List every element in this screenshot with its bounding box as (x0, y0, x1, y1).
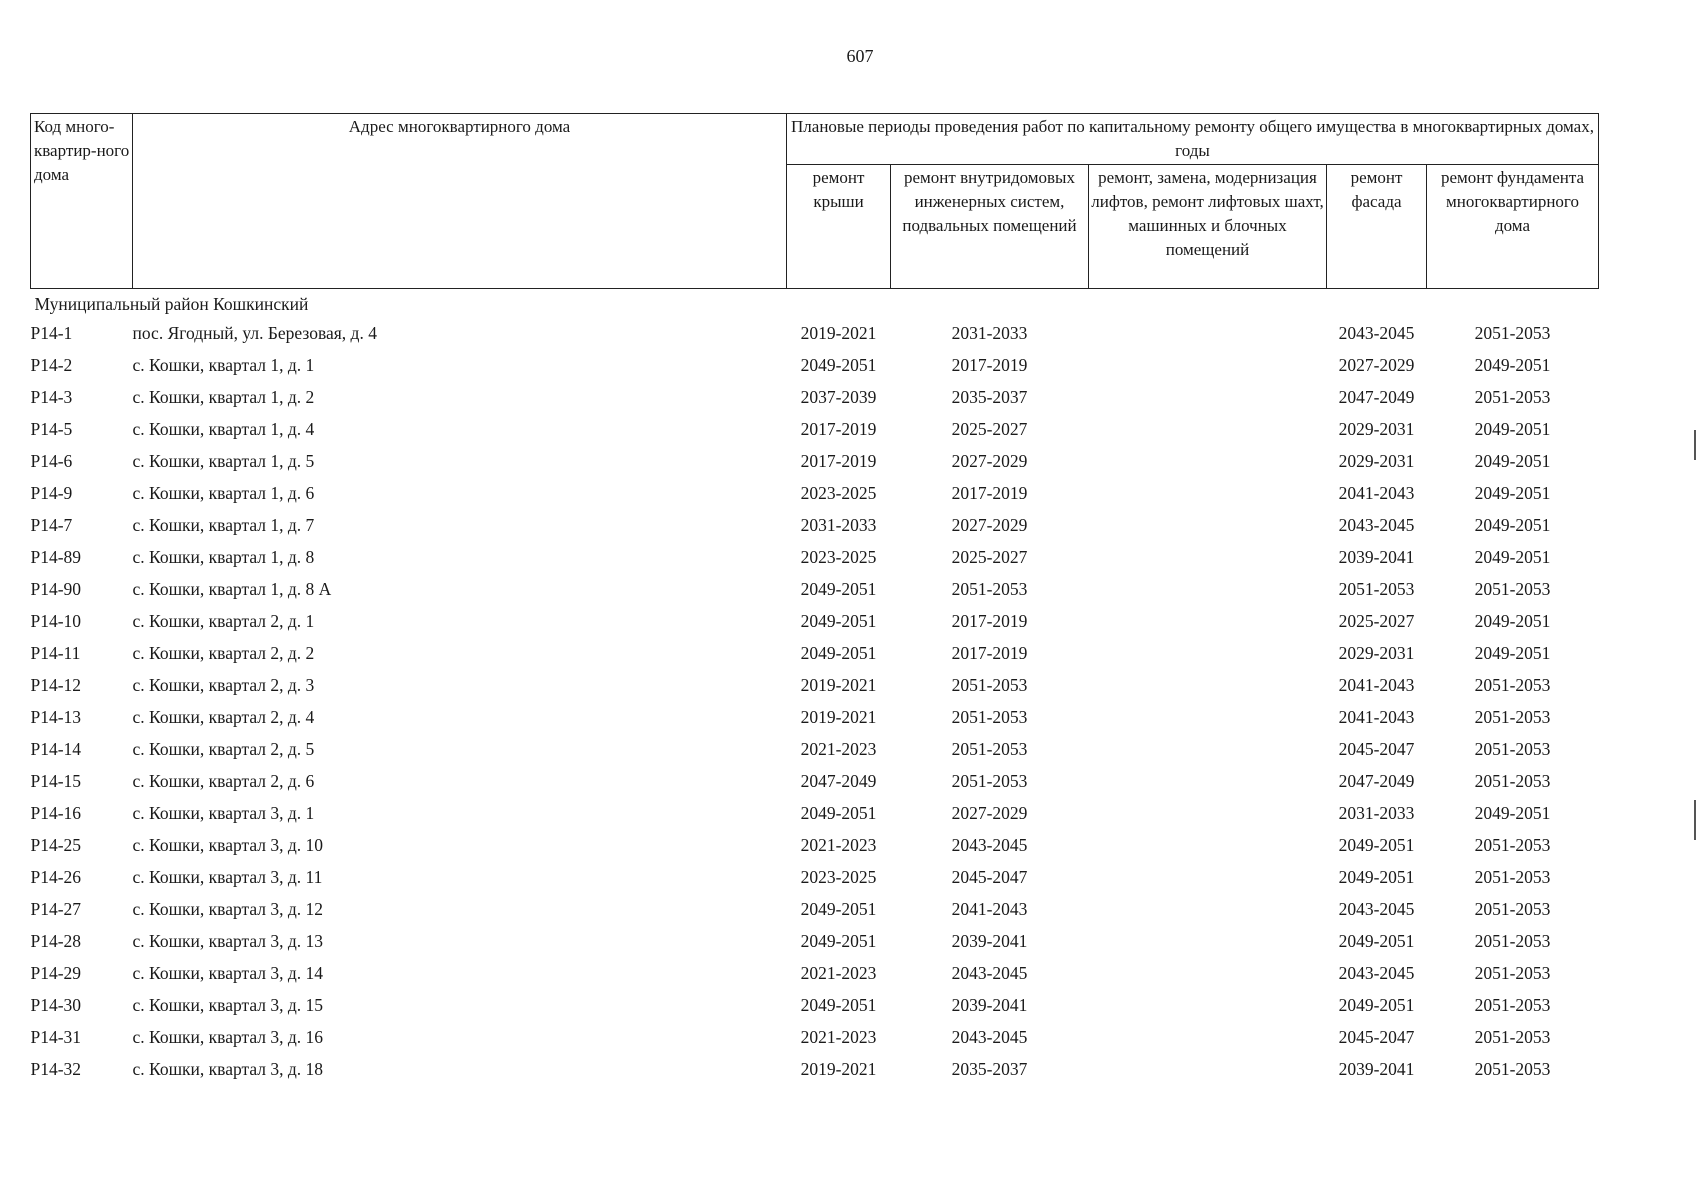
cell-roof: 2049-2051 (800, 803, 877, 823)
cell-code: Р14-30 (30, 995, 82, 1015)
cell-code: Р14-12 (30, 675, 82, 695)
cell-code: Р14-16 (30, 803, 82, 823)
cell-address: с. Кошки, квартал 1, д. 6 (132, 483, 315, 503)
cell-address: с. Кошки, квартал 1, д. 4 (132, 419, 315, 439)
cell-roof: 2049-2051 (800, 611, 877, 631)
header-lifts: ремонт, замена, модернизация лифтов, ремонт лифтовых шахт, машинных и блочных помещений (1089, 165, 1327, 289)
cell-facade: 2029-2031 (1338, 451, 1415, 471)
cell-foundation: 2049-2051 (1474, 419, 1551, 439)
cell-address: с. Кошки, квартал 3, д. 15 (132, 995, 324, 1015)
cell-lifts (1089, 1053, 1327, 1085)
cell-foundation: 2049-2051 (1474, 643, 1551, 663)
cell-code: Р14-32 (30, 1059, 82, 1079)
cell-address: с. Кошки, квартал 2, д. 3 (132, 675, 315, 695)
header-systems: ремонт внутридомовых инженерных систем, подвальных помещений (891, 165, 1089, 289)
cell-foundation: 2051-2053 (1474, 323, 1551, 343)
cell-facade: 2043-2045 (1338, 515, 1415, 535)
cell-facade: 2043-2045 (1338, 323, 1415, 343)
cell-address: с. Кошки, квартал 3, д. 14 (132, 963, 324, 983)
cell-address: с. Кошки, квартал 3, д. 1 (132, 803, 315, 823)
header-code: Код много-квартир-ного дома (31, 114, 133, 289)
cell-address: с. Кошки, квартал 3, д. 18 (132, 1059, 324, 1079)
table-row (31, 413, 1599, 445)
table-row (31, 1053, 1599, 1085)
cell-systems: 2043-2045 (951, 835, 1028, 855)
cell-code: Р14-27 (30, 899, 82, 919)
cell-systems: 2043-2045 (951, 1027, 1028, 1047)
cell-systems: 2043-2045 (951, 963, 1028, 983)
section-title: Муниципальный район Кошкинский (34, 294, 309, 314)
cell-facade: 2045-2047 (1338, 739, 1415, 759)
header-facade: ремонт фасада (1327, 165, 1427, 289)
cell-systems: 2027-2029 (951, 515, 1028, 535)
cell-roof: 2021-2023 (800, 835, 877, 855)
cell-code: Р14-3 (30, 387, 73, 407)
cell-systems: 2039-2041 (951, 931, 1028, 951)
table-row (31, 445, 1599, 477)
cell-systems: 2025-2027 (951, 419, 1028, 439)
cell-foundation: 2051-2053 (1474, 739, 1551, 759)
cell-lifts (1089, 381, 1327, 413)
cell-code: Р14-26 (30, 867, 82, 887)
cell-foundation: 2051-2053 (1474, 963, 1551, 983)
cell-code: Р14-7 (30, 515, 73, 535)
cell-systems: 2017-2019 (951, 483, 1028, 503)
cell-lifts (1089, 925, 1327, 957)
cell-roof: 2023-2025 (800, 867, 877, 887)
cell-facade: 2047-2049 (1338, 771, 1415, 791)
table-row (31, 957, 1599, 989)
cell-facade: 2039-2041 (1338, 547, 1415, 567)
cell-facade: 2039-2041 (1338, 1059, 1415, 1079)
cell-facade: 2045-2047 (1338, 1027, 1415, 1047)
cell-lifts (1089, 541, 1327, 573)
cell-code: Р14-6 (30, 451, 73, 471)
cell-lifts (1089, 733, 1327, 765)
cell-code: Р14-14 (30, 739, 82, 759)
cell-address: с. Кошки, квартал 2, д. 1 (132, 611, 315, 631)
cell-foundation: 2051-2053 (1474, 835, 1551, 855)
cell-code: Р14-9 (30, 483, 73, 503)
cell-foundation: 2051-2053 (1474, 387, 1551, 407)
table-row (31, 637, 1599, 669)
cell-roof: 2021-2023 (800, 1027, 877, 1047)
cell-facade: 2029-2031 (1338, 419, 1415, 439)
cell-facade: 2025-2027 (1338, 611, 1415, 631)
cell-address: с. Кошки, квартал 3, д. 16 (132, 1027, 324, 1047)
cell-roof: 2021-2023 (800, 739, 877, 759)
cell-systems: 2035-2037 (951, 1059, 1028, 1079)
cell-foundation: 2051-2053 (1474, 579, 1551, 599)
section-row (31, 289, 1599, 318)
table-row (31, 893, 1599, 925)
cell-address: пос. Ягодный, ул. Березовая, д. 4 (132, 323, 377, 343)
cell-systems: 2017-2019 (951, 643, 1028, 663)
cell-roof: 2019-2021 (800, 323, 877, 343)
cell-address: с. Кошки, квартал 1, д. 5 (132, 451, 315, 471)
cell-systems: 2051-2053 (951, 707, 1028, 727)
cell-roof: 2017-2019 (800, 419, 877, 439)
cell-code: Р14-31 (30, 1027, 82, 1047)
cell-foundation: 2051-2053 (1474, 1059, 1551, 1079)
cell-code: Р14-11 (30, 643, 81, 663)
cell-address: с. Кошки, квартал 3, д. 11 (132, 867, 323, 887)
cell-foundation: 2051-2053 (1474, 867, 1551, 887)
cell-roof: 2023-2025 (800, 547, 877, 567)
table-body (31, 289, 1599, 1086)
cell-facade: 2027-2029 (1338, 355, 1415, 375)
cell-lifts (1089, 989, 1327, 1021)
cell-roof: 2037-2039 (800, 387, 877, 407)
cell-foundation: 2051-2053 (1474, 995, 1551, 1015)
cell-lifts (1089, 509, 1327, 541)
cell-facade: 2049-2051 (1338, 835, 1415, 855)
cell-foundation: 2051-2053 (1474, 771, 1551, 791)
cell-code: Р14-2 (30, 355, 73, 375)
cell-systems: 2035-2037 (951, 387, 1028, 407)
cell-systems: 2017-2019 (951, 611, 1028, 631)
header-roof: ремонт крыши (787, 165, 891, 289)
cell-lifts (1089, 349, 1327, 381)
cell-foundation: 2049-2051 (1474, 515, 1551, 535)
cell-roof: 2019-2021 (800, 675, 877, 695)
cell-foundation: 2051-2053 (1474, 707, 1551, 727)
table-row (31, 381, 1599, 413)
cell-facade: 2043-2045 (1338, 963, 1415, 983)
cell-code: Р14-25 (30, 835, 82, 855)
table-row (31, 669, 1599, 701)
table-row (31, 925, 1599, 957)
cell-systems: 2051-2053 (951, 675, 1028, 695)
cell-code: Р14-10 (30, 611, 82, 631)
cell-systems: 2039-2041 (951, 995, 1028, 1015)
cell-roof: 2047-2049 (800, 771, 877, 791)
cell-systems: 2025-2027 (951, 547, 1028, 567)
cell-code: Р14-13 (30, 707, 82, 727)
cell-roof: 2049-2051 (800, 899, 877, 919)
cell-lifts (1089, 765, 1327, 797)
cell-facade: 2049-2051 (1338, 931, 1415, 951)
cell-roof: 2031-2033 (800, 515, 877, 535)
table-row (31, 573, 1599, 605)
cell-address: с. Кошки, квартал 2, д. 4 (132, 707, 315, 727)
cell-roof: 2049-2051 (800, 579, 877, 599)
cell-roof: 2019-2021 (800, 1059, 877, 1079)
cell-lifts (1089, 1021, 1327, 1053)
cell-code: Р14-1 (30, 323, 73, 343)
cell-lifts (1089, 445, 1327, 477)
cell-address: с. Кошки, квартал 3, д. 13 (132, 931, 324, 951)
cell-lifts (1089, 637, 1327, 669)
cell-systems: 2017-2019 (951, 355, 1028, 375)
cell-roof: 2019-2021 (800, 707, 877, 727)
table-header (31, 114, 1599, 289)
table-row (31, 733, 1599, 765)
cell-roof: 2049-2051 (800, 643, 877, 663)
table-row (31, 541, 1599, 573)
cell-address: с. Кошки, квартал 3, д. 12 (132, 899, 324, 919)
cell-systems: 2031-2033 (951, 323, 1028, 343)
header-address: Адрес многоквартирного дома (133, 114, 787, 289)
cell-systems: 2051-2053 (951, 579, 1028, 599)
cell-facade: 2049-2051 (1338, 867, 1415, 887)
table-row (31, 861, 1599, 893)
page-number: 607 (846, 46, 874, 66)
cell-facade: 2041-2043 (1338, 707, 1415, 727)
table-row (31, 797, 1599, 829)
table-row (31, 477, 1599, 509)
cell-foundation: 2049-2051 (1474, 611, 1551, 631)
cell-lifts (1089, 605, 1327, 637)
cell-roof: 2021-2023 (800, 963, 877, 983)
cell-foundation: 2051-2053 (1474, 1027, 1551, 1047)
cell-facade: 2031-2033 (1338, 803, 1415, 823)
cell-systems: 2045-2047 (951, 867, 1028, 887)
cell-code: Р14-89 (30, 547, 82, 567)
cell-facade: 2049-2051 (1338, 995, 1415, 1015)
cell-foundation: 2051-2053 (1474, 675, 1551, 695)
cell-address: с. Кошки, квартал 2, д. 5 (132, 739, 315, 759)
cell-lifts (1089, 573, 1327, 605)
cell-systems: 2051-2053 (951, 739, 1028, 759)
table-row (31, 829, 1599, 861)
cell-systems: 2051-2053 (951, 771, 1028, 791)
table-row (31, 1021, 1599, 1053)
cell-address: с. Кошки, квартал 3, д. 10 (132, 835, 324, 855)
header-periods: Плановые периоды проведения работ по капитальному ремонту общего имущества в многоквартирных домах, годы (787, 114, 1599, 165)
cell-address: с. Кошки, квартал 1, д. 8 (132, 547, 315, 567)
cell-lifts (1089, 861, 1327, 893)
cell-facade: 2043-2045 (1338, 899, 1415, 919)
cell-systems: 2027-2029 (951, 803, 1028, 823)
cell-foundation: 2049-2051 (1474, 547, 1551, 567)
scan-edge-mark (1694, 430, 1696, 460)
cell-code: Р14-15 (30, 771, 82, 791)
cell-lifts (1089, 701, 1327, 733)
repair-schedule-table (30, 113, 1599, 1085)
table-row (31, 765, 1599, 797)
cell-foundation: 2049-2051 (1474, 483, 1551, 503)
cell-lifts (1089, 893, 1327, 925)
cell-foundation: 2051-2053 (1474, 899, 1551, 919)
table-row (31, 701, 1599, 733)
cell-address: с. Кошки, квартал 2, д. 6 (132, 771, 315, 791)
cell-facade: 2029-2031 (1338, 643, 1415, 663)
cell-code: Р14-29 (30, 963, 82, 983)
cell-foundation: 2049-2051 (1474, 803, 1551, 823)
cell-facade: 2051-2053 (1338, 579, 1415, 599)
cell-facade: 2047-2049 (1338, 387, 1415, 407)
cell-lifts (1089, 477, 1327, 509)
cell-code: Р14-5 (30, 419, 73, 439)
cell-roof: 2049-2051 (800, 355, 877, 375)
cell-lifts (1089, 797, 1327, 829)
cell-facade: 2041-2043 (1338, 483, 1415, 503)
table-row (31, 317, 1599, 349)
cell-lifts (1089, 829, 1327, 861)
header-foundation: ремонт фундамента многоквартирного дома (1427, 165, 1599, 289)
table-row (31, 509, 1599, 541)
cell-roof: 2017-2019 (800, 451, 877, 471)
cell-code: Р14-90 (30, 579, 82, 599)
cell-address: с. Кошки, квартал 1, д. 2 (132, 387, 315, 407)
cell-roof: 2049-2051 (800, 995, 877, 1015)
cell-systems: 2041-2043 (951, 899, 1028, 919)
scan-edge-mark (1694, 800, 1696, 840)
cell-lifts (1089, 317, 1327, 349)
cell-address: с. Кошки, квартал 1, д. 1 (132, 355, 315, 375)
cell-roof: 2049-2051 (800, 931, 877, 951)
cell-foundation: 2049-2051 (1474, 451, 1551, 471)
cell-address: с. Кошки, квартал 1, д. 8 А (132, 579, 332, 599)
cell-lifts (1089, 957, 1327, 989)
cell-roof: 2023-2025 (800, 483, 877, 503)
cell-code: Р14-28 (30, 931, 82, 951)
cell-lifts (1089, 413, 1327, 445)
cell-systems: 2027-2029 (951, 451, 1028, 471)
table-row (31, 605, 1599, 637)
cell-facade: 2041-2043 (1338, 675, 1415, 695)
cell-address: с. Кошки, квартал 2, д. 2 (132, 643, 315, 663)
cell-foundation: 2049-2051 (1474, 355, 1551, 375)
cell-lifts (1089, 669, 1327, 701)
cell-address: с. Кошки, квартал 1, д. 7 (132, 515, 315, 535)
table-row (31, 349, 1599, 381)
cell-foundation: 2051-2053 (1474, 931, 1551, 951)
table-row (31, 989, 1599, 1021)
